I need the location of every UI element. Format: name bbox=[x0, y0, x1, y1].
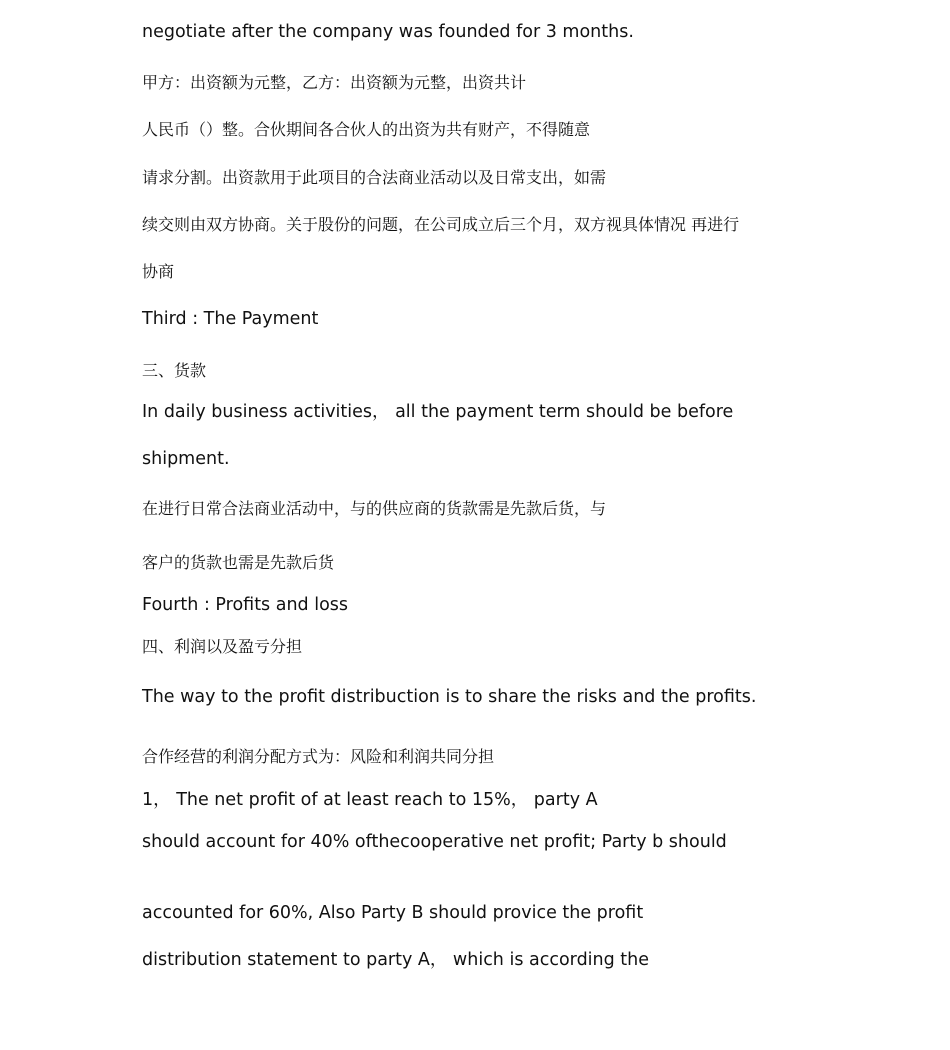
text-line-distribution-statement: distribution statement to party A， which is according the bbox=[142, 950, 650, 970]
text-line-supplier-payment: 在进行日常合法商业活动中，与的供应商的货款需是先款后货，与 bbox=[142, 499, 607, 518]
text-line-capital-contribution: 甲方：出资额为元整，乙方：出资额为元整，出资共计 bbox=[142, 73, 527, 92]
text-line-funds-usage: 请求分割。出资款用于此项目的合法商业活动以及日常支出，如需 bbox=[142, 168, 607, 187]
text-line-profit-distribution: The way to the profit distribuction is to share the risks and the profits. bbox=[142, 687, 757, 707]
section-heading-profits: Fourth : Profits and loss bbox=[142, 595, 349, 615]
text-line-shipment: shipment. bbox=[142, 449, 230, 469]
text-line-payment-term: In daily business activities， all the payment term should be before bbox=[142, 402, 734, 422]
section-heading-payment-zh: 三、货款 bbox=[142, 361, 207, 380]
text-line-party-b-share: accounted for 60%, Also Party B should provice the profit bbox=[142, 903, 644, 923]
text-line-shares-issue: 续交则由双方协商。关于股份的问题，在公司成立后三个月，双方视具体情况 再进行 bbox=[142, 215, 740, 234]
text-line-net-profit: 1， The net profit of at least reach to 15%， party A bbox=[142, 790, 598, 810]
section-heading-payment: Third : The Payment bbox=[142, 309, 319, 329]
text-line-customer-payment: 客户的货款也需是先款后货 bbox=[142, 553, 335, 572]
text-line-negotiate: negotiate after the company was founded for 3 months. bbox=[142, 22, 634, 42]
text-line-party-a-share: should account for 40% ofthecooperative net profit; Party b should bbox=[142, 832, 727, 852]
text-line-profit-distribution-zh: 合作经营的利润分配方式为：风险和利润共同分担 bbox=[142, 747, 495, 766]
text-line-negotiation: 协商 bbox=[142, 262, 175, 281]
section-heading-profits-zh: 四、利润以及盈亏分担 bbox=[142, 637, 303, 656]
text-line-joint-property: 人民币（）整。合伙期间各合伙人的出资为共有财产，不得随意 bbox=[142, 120, 591, 139]
